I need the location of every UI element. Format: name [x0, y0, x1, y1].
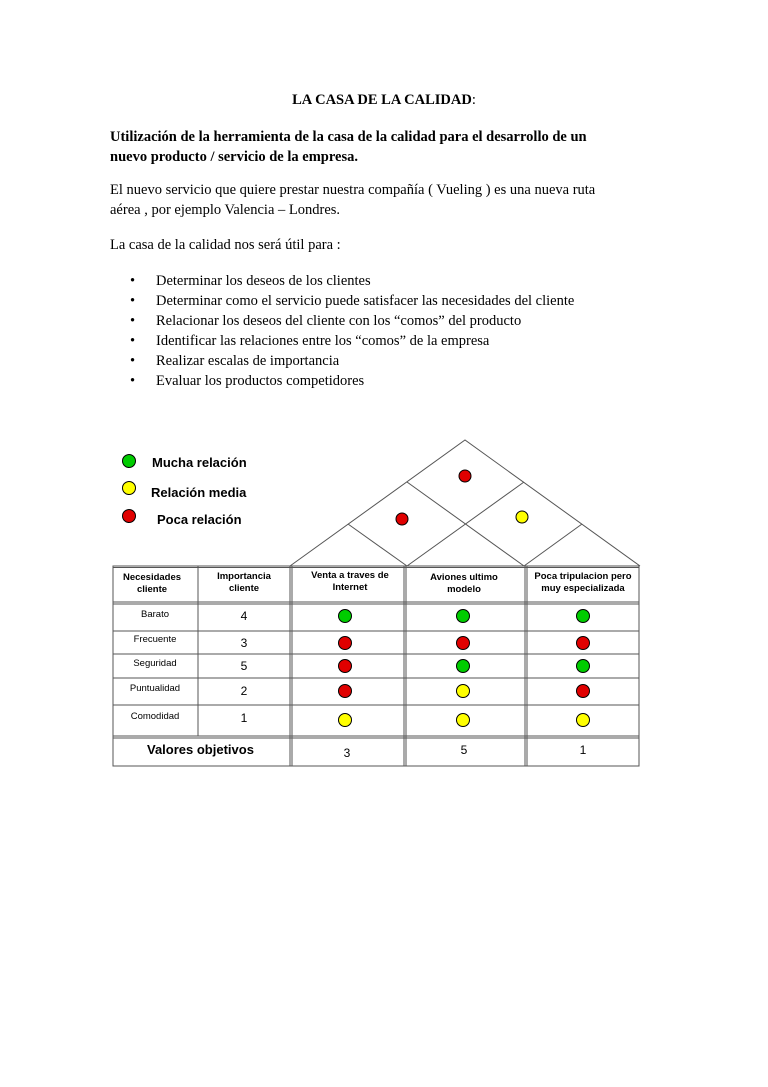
bullet-icon: • — [130, 373, 136, 389]
need-cell: Barato — [141, 609, 169, 620]
relation-dot-media — [457, 685, 470, 698]
bullet-icon: • — [130, 313, 136, 329]
legend-green-dot — [123, 455, 136, 468]
bullet-icon: • — [130, 353, 136, 369]
relation-dot-media — [457, 714, 470, 727]
roof — [290, 440, 640, 566]
relation-dot-mucha — [457, 610, 470, 623]
relation-dot-poca — [339, 685, 352, 698]
target-value: 5 — [460, 743, 468, 757]
need-cell: Seguridad — [133, 658, 177, 669]
need-cell: Comodidad — [130, 711, 180, 722]
relation-dot-mucha — [577, 660, 590, 673]
roof-dots — [396, 470, 528, 525]
legend-red-dot — [123, 510, 136, 523]
target-value: 1 — [579, 743, 587, 757]
target-value: 3 — [343, 746, 351, 760]
title-text: LA CASA DE LA CALIDAD — [292, 92, 472, 108]
roof-dot-right — [516, 511, 528, 523]
intro-line: El nuevo servicio que quiere prestar nuestra compañía ( Vueling ) es una nueva ruta — [110, 182, 596, 198]
list-item-text: Relacionar los deseos del cliente con los “comos” del producto — [156, 313, 522, 329]
importance-cell: 4 — [240, 609, 248, 623]
bullet-icon: • — [130, 273, 136, 289]
title-colon: : — [471, 92, 476, 108]
list-item-text: Identificar las relaciones entre los “comos” de la empresa — [156, 333, 490, 349]
legend-label-media: Relación media — [151, 485, 247, 500]
table-importance-cells — [241, 609, 248, 725]
header-how-2-line1: Aviones ultimo — [430, 572, 498, 583]
targets-row — [147, 742, 587, 760]
header-need-line2: cliente — [136, 584, 168, 595]
header-how-3-line2: muy especializada — [541, 583, 625, 594]
subtitle-line: nuevo producto / servicio de la empresa. — [110, 149, 358, 165]
need-cell: Frecuente — [133, 634, 177, 645]
header-need-line1: Necesidades — [122, 572, 182, 583]
list-item-text: Determinar como el servicio puede satisfacer las necesidades del cliente — [156, 293, 575, 309]
relation-dot-media — [339, 714, 352, 727]
importance-cell: 1 — [240, 711, 248, 725]
relation-dot-poca — [457, 637, 470, 650]
relation-dot-mucha — [577, 610, 590, 623]
header-importance-line2: cliente — [228, 583, 260, 594]
importance-cell: 5 — [240, 659, 248, 673]
importance-cell: 3 — [240, 636, 248, 650]
header-how-1-line1: Venta a traves de — [311, 570, 389, 581]
bullet-icon: • — [130, 333, 136, 349]
roof-dot-left — [396, 513, 408, 525]
lead-paragraph: La casa de la calidad nos será útil para : — [110, 237, 341, 253]
list-item-text: Determinar los deseos de los clientes — [156, 273, 371, 289]
roof-dot-top — [459, 470, 471, 482]
legend — [123, 455, 248, 528]
relation-dot-poca — [339, 637, 352, 650]
relation-dot-media — [577, 714, 590, 727]
relationship-matrix — [339, 610, 590, 727]
header-how-1-line2: Internet — [332, 582, 368, 593]
relation-dot-poca — [577, 685, 590, 698]
intro-line: aérea , por ejemplo Valencia – Londres. — [110, 202, 341, 218]
legend-label-poca: Poca relación — [157, 512, 242, 527]
subtitle-line: Utilización de la herramienta de la casa de la calidad para el desarrollo de un — [110, 129, 587, 145]
bullet-icon: • — [130, 293, 136, 309]
relation-dot-poca — [339, 660, 352, 673]
relation-dot-poca — [577, 637, 590, 650]
header-how-2-line2: modelo — [447, 584, 481, 595]
importance-cell: 2 — [240, 684, 248, 698]
need-cell: Puntualidad — [129, 683, 181, 694]
targets-label: Valores objetivos — [147, 742, 254, 757]
relation-dot-mucha — [339, 610, 352, 623]
legend-label-mucha: Mucha relación — [152, 455, 247, 470]
header-importance-line1: Importancia — [217, 571, 271, 582]
legend-yellow-dot — [123, 482, 136, 495]
table-grid — [113, 566, 639, 766]
relation-dot-mucha — [457, 660, 470, 673]
table-headers — [123, 570, 632, 595]
header-how-3-line1: Poca tripulacion pero — [534, 571, 632, 582]
list-item-text: Realizar escalas de importancia — [156, 353, 340, 369]
list-item-text: Evaluar los productos competidores — [156, 373, 365, 389]
